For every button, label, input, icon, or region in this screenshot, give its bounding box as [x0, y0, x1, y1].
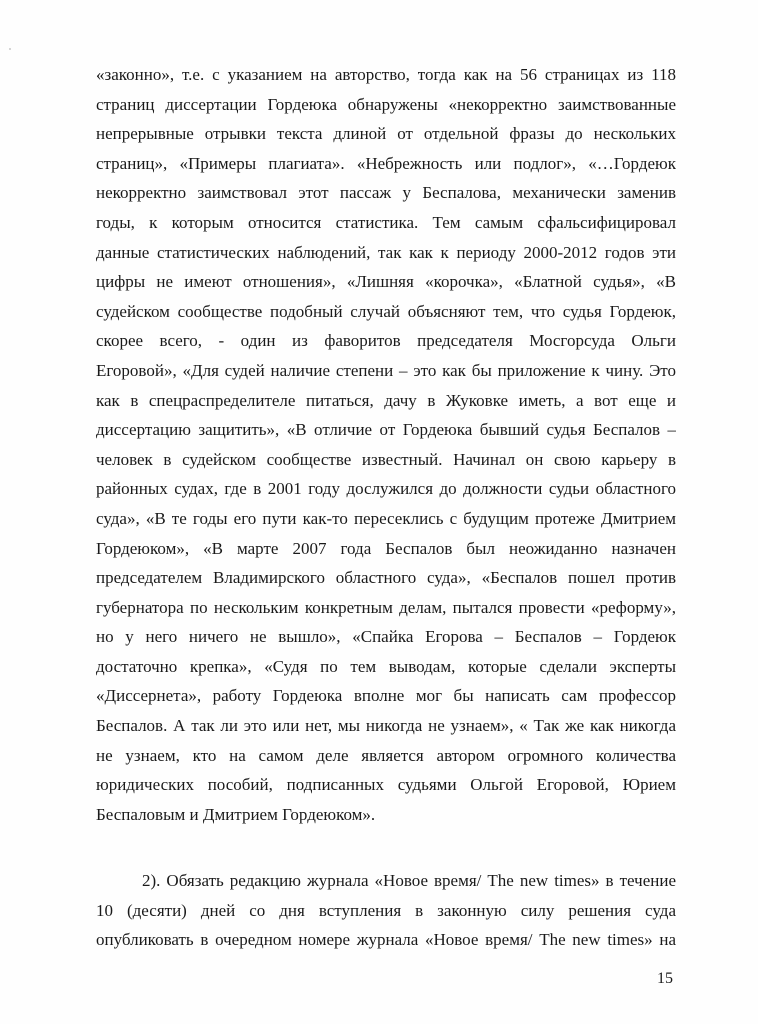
text-line: судейском сообществе подобный случай объясняют тем, что судья Гордеюк, — [96, 301, 676, 321]
text-line: не узнаем, кто на самом деле является автором огромного количества — [96, 745, 676, 765]
text-line: Беспалов. А так ли это или нет, мы никогда не узнаем», « Так же как никогда — [96, 716, 676, 736]
scan-speck — [9, 48, 11, 50]
text-line: как в спецраспределителе питаться, дачу в Жуковке иметь, а вот еще и — [96, 390, 676, 410]
text-line: председателем Владимирского областного суда», «Беспалов пошел против — [96, 568, 676, 588]
text-line: непрерывные отрывки текста длиной от отдельной фразы до нескольких — [96, 124, 676, 144]
text-line: некорректно заимствовал этот пассаж у Беспалова, механически заменив — [96, 183, 676, 203]
text-line: 10 (десяти) дней со дня вступления в законную силу решения суда — [96, 900, 676, 920]
paragraph-quotes — [96, 60, 676, 829]
text-line: скорее всего, - один из фаворитов председателя Мосгорсуда Ольги — [96, 331, 676, 351]
text-line: страниц диссертации Гордеюка обнаружены «некорректно заимствованные — [96, 94, 676, 114]
text-line: Гордеюком», «В марте 2007 года Беспалов был неожиданно назначен — [96, 538, 676, 558]
paragraph-item-2 — [96, 866, 676, 955]
text-line: юридических пособий, подписанных судьями Ольгой Егоровой, Юрием — [96, 775, 676, 795]
text-line: губернатора по нескольким конкретным делам, пытался провести «реформу», — [96, 597, 676, 617]
text-line: опубликовать в очередном номере журнала «Новое время/ The new times» на — [96, 930, 676, 950]
text-line: но у него ничего не вышло», «Спайка Егорова – Беспалов – Гордеюк — [96, 627, 676, 647]
text-line: районных судах, где в 2001 году дослужился до должности судьи областного — [96, 479, 676, 499]
text-line: человек в судейском сообществе известный. Начинал он свою карьеру в — [96, 449, 676, 469]
text-line: цифры не имеют отношения», «Лишняя «корочка», «Блатной судья», «В — [96, 272, 676, 292]
text-line: суда», «В те годы его пути как-то пересеклись с будущим протеже Дмитрием — [96, 508, 676, 528]
text-line: Егоровой», «Для судей наличие степени – это как бы приложение к чину. Это — [96, 360, 676, 380]
text-line: «законно», т.е. с указанием на авторство, тогда как на 56 страницах из 118 — [96, 65, 676, 84]
text-line: страниц», «Примеры плагиата». «Небрежность или подлог», «…Гордеюк — [96, 153, 676, 173]
text-line: «Диссернета», работу Гордеюка вполне мог бы написать сам профессор — [96, 686, 676, 706]
text-line: 2). Обязать редакцию журнала «Новое время/ The new times» в течение — [142, 871, 676, 890]
text-line: данные статистических наблюдений, так как к периоду 2000-2012 годов эти — [96, 242, 676, 262]
page-number: 15 — [657, 970, 673, 987]
text-line: Беспаловым и Дмитрием Гордеюком». — [96, 804, 376, 824]
text-line: диссертацию защитить», «В отличие от Гордеюка бывший судья Беспалов – — [96, 420, 676, 440]
text-line: достаточно крепка», «Судя по тем выводам, которые сделали эксперты — [96, 656, 676, 676]
text-line: годы, к которым относится статистика. Тем самым сфальсифицировал — [96, 212, 676, 232]
